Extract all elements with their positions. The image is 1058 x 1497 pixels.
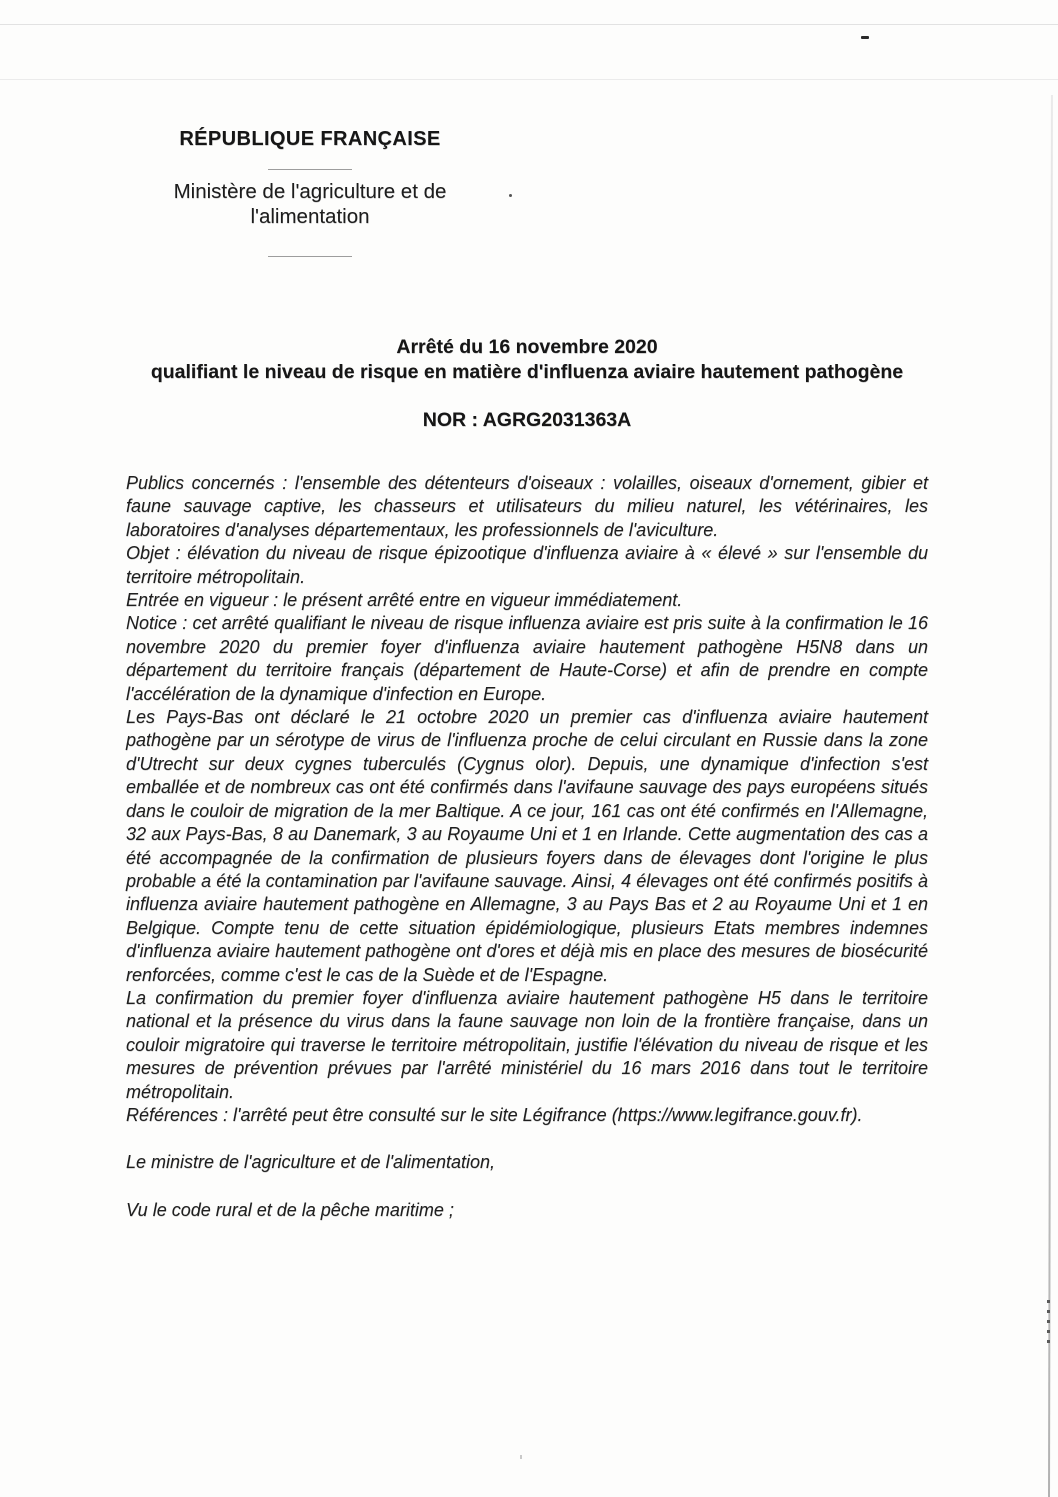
scan-artifact-dot [509, 194, 512, 197]
scan-artifact-speck [520, 1455, 522, 1459]
body-paragraph-situation-europe: Les Pays-Bas ont déclaré le 21 octobre 2020 un premier cas d'influenza aviaire hautement pathogène par un sérotype de virus de l'influenza proche de celui circulant en Russie dans la zone d'Utrecht sur deux cygnes tuberculés (Cygnus olor). Depuis, une dynamique d'infection s'est emballée et de nombreux cas ont été confirmés dans l'avifaune sauvage des pays européens situés dans le couloir de migration de la mer Baltique. A ce jour, 161 cas ont été confirmés en l'Allemagne, 32 aux Pays-Bas, 8 au Danemark, 3 au Royaume Uni et 1 en Irlande. Cette augmentation des cas a été accompagnée de la confirmation de plusieurs foyers dans de élevages dont l'origine le plus probable a été la contamination par l'avifaune sauvage. Ainsi, 4 élevages ont été confirmés positifs à influenza aviaire hautement pathogène en Allemagne, 3 au Pays Bas et 2 au Royaume Uni et 1 en Belgique. Compte tenu de cette situation épidémiologique, plusieurs Etats membres indemnes d'influenza aviaire hautement pathogène ont d'ores et déjà mis en place des mesures de biosécurité renforcées, comme c'est le cas de la Suède et de l'Espagne. [126, 707, 928, 985]
body-paragraph-objet: Objet : élévation du niveau de risque épizootique d'influenza aviaire à « élevé » sur l'ensemble du territoire métropolitain. [126, 543, 928, 587]
header-divider-bottom [268, 256, 352, 257]
ministry-line-2: l'alimentation [250, 205, 370, 228]
decree-title-line-2: qualifiant le niveau de risque en matière d'influenza aviaire hautement pathogène [150, 361, 904, 383]
body-paragraph-publics: Publics concernés : l'ensemble des détenteurs d'oiseaux : volailles, oiseaux d'ornement, gibier et faune sauvage captive, les chasseurs et utilisateurs du milieu naturel, les vétérinaires, les laboratoires d'analyses départementaux, les professionnels de l'aviculture. [126, 473, 928, 540]
decree-title [126, 335, 928, 385]
nor-number: NOR : AGRG2031363A [422, 409, 632, 431]
body-paragraph-references: Références : l'arrêté peut être consulté sur le site Légifrance (https://www.legifrance.gouv.fr). [126, 1104, 863, 1125]
scan-artifact-right-edge-line [1048, 95, 1053, 1497]
republic-title: RÉPUBLIQUE FRANÇAISE [179, 128, 441, 150]
document-header [150, 126, 470, 266]
body-paragraph-confirmation-france: La confirmation du premier foyer d'influenza aviaire hautement pathogène H5 dans le territoire national et la présence du virus dans la faune sauvage non loin de la frontière française, dans un couloir migratoire qui traverse le territoire métropolitain, justifie l'élévation du niveau de risque et les mesures de prévention prévues par l'arrêté ministériel du 16 mars 2016 dans tout le territoire métropolitain. [126, 987, 928, 1102]
closing-line-visa: Vu le code rural et de la pêche maritime ; [126, 1199, 454, 1220]
scan-artifact-dash [861, 36, 869, 39]
decree-title-line-1: Arrêté du 16 novembre 2020 [396, 336, 658, 358]
body-paragraph-notice: Notice : cet arrêté qualifiant le niveau de risque influenza aviaire est pris suite à la confirmation le 16 novembre 2020 du premier foyer d'influenza aviaire hautement pathogène H5N8 dans un département du territoire français (département de Haute-Corse) et afin de prendre en compte l'accélération de la dynamique d'infection en Europe. [126, 613, 928, 704]
scan-artifact-top-line-1 [0, 24, 1058, 25]
ministry-line-1: Ministère de l'agriculture et de [173, 180, 447, 203]
document-body [126, 472, 928, 1222]
header-divider-top [268, 169, 352, 170]
closing-line-minister: Le ministre de l'agriculture et de l'alimentation, [126, 1152, 496, 1173]
body-paragraph-entree-en-vigueur: Entrée en vigueur : le présent arrêté entre en vigueur immédiatement. [126, 590, 683, 611]
scan-artifact-right-edge-marks [1047, 1300, 1050, 1348]
scan-artifact-top-line-2 [0, 79, 1058, 80]
